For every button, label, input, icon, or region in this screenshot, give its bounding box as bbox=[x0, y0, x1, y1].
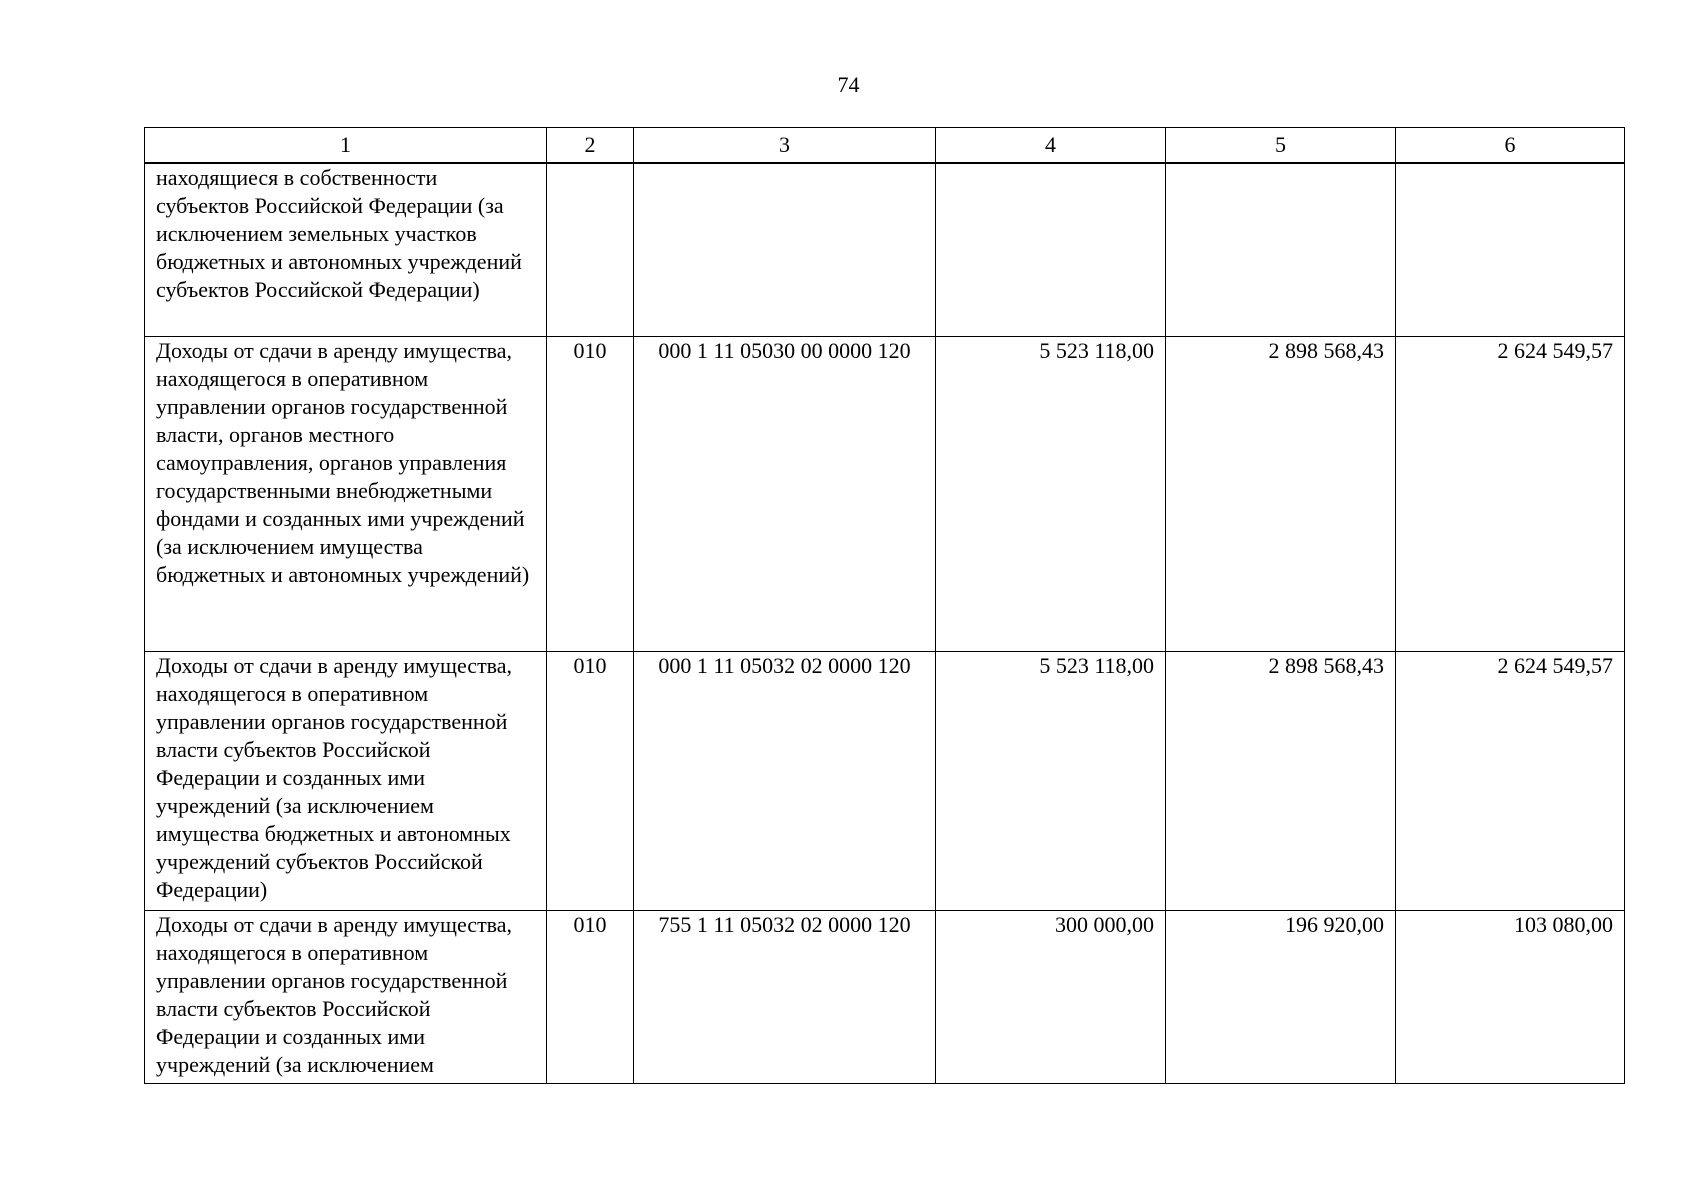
table-header-row bbox=[145, 128, 1625, 164]
table-row bbox=[145, 911, 1625, 1084]
approved-amount-cell: 300 000,00 bbox=[936, 911, 1166, 1084]
income-name-cell: находящиеся в собственности субъектов Российской Федерации (за исключением земельных участков бюджетных и автономных учреждений субъектов Российской Федерации) bbox=[145, 163, 547, 337]
page-number: 74 bbox=[837, 72, 860, 97]
approved-amount-cell: 5 523 118,00 bbox=[936, 337, 1166, 652]
executed-amount-cell: 196 920,00 bbox=[1166, 911, 1396, 1084]
revenue-table bbox=[144, 127, 1625, 1084]
budget-code-cell bbox=[634, 163, 936, 337]
approved-amount-cell bbox=[936, 163, 1166, 337]
column-header-1: 1 bbox=[145, 128, 547, 164]
column-header-5: 5 bbox=[1166, 128, 1396, 164]
unexecuted-amount-cell: 2 624 549,57 bbox=[1396, 337, 1625, 652]
budget-code-cell: 000 1 11 05032 02 0000 120 bbox=[634, 652, 936, 911]
executed-amount-cell bbox=[1166, 163, 1396, 337]
line-code-cell: 010 bbox=[547, 337, 634, 652]
line-code-cell: 010 bbox=[547, 652, 634, 911]
income-name-cell: Доходы от сдачи в аренду имущества, находящегося в оперативном управлении органов государственной власти субъектов Российской Федерации и созданных ими учреждений (за исключением имущества бюджетных и автономных учреждений субъектов Российской Федерации) bbox=[145, 652, 547, 911]
income-name-cell: Доходы от сдачи в аренду имущества, находящегося в оперативном управлении органов государственной власти субъектов Российской Федерации и созданных ими учреждений (за исключением bbox=[145, 911, 547, 1084]
table-header bbox=[145, 128, 1625, 164]
income-name-cell: Доходы от сдачи в аренду имущества, находящегося в оперативном управлении органов государственной власти, органов местного самоуправления, органов управления государственными внебюджетными фондами и созданных ими учреждений (за исключением имущества бюджетных и автономных учреждений) bbox=[145, 337, 547, 652]
line-code-cell bbox=[547, 163, 634, 337]
column-header-4: 4 bbox=[936, 128, 1166, 164]
budget-code-cell: 000 1 11 05030 00 0000 120 bbox=[634, 337, 936, 652]
unexecuted-amount-cell: 2 624 549,57 bbox=[1396, 652, 1625, 911]
column-header-6: 6 bbox=[1396, 128, 1625, 164]
executed-amount-cell: 2 898 568,43 bbox=[1166, 652, 1396, 911]
column-header-2: 2 bbox=[547, 128, 634, 164]
column-header-3: 3 bbox=[634, 128, 936, 164]
unexecuted-amount-cell: 103 080,00 bbox=[1396, 911, 1625, 1084]
table-row bbox=[145, 337, 1625, 652]
table-row bbox=[145, 163, 1625, 337]
table-row bbox=[145, 652, 1625, 911]
table-body bbox=[145, 163, 1625, 1084]
line-code-cell: 010 bbox=[547, 911, 634, 1084]
budget-code-cell: 755 1 11 05032 02 0000 120 bbox=[634, 911, 936, 1084]
unexecuted-amount-cell bbox=[1396, 163, 1625, 337]
executed-amount-cell: 2 898 568,43 bbox=[1166, 337, 1396, 652]
approved-amount-cell: 5 523 118,00 bbox=[936, 652, 1166, 911]
